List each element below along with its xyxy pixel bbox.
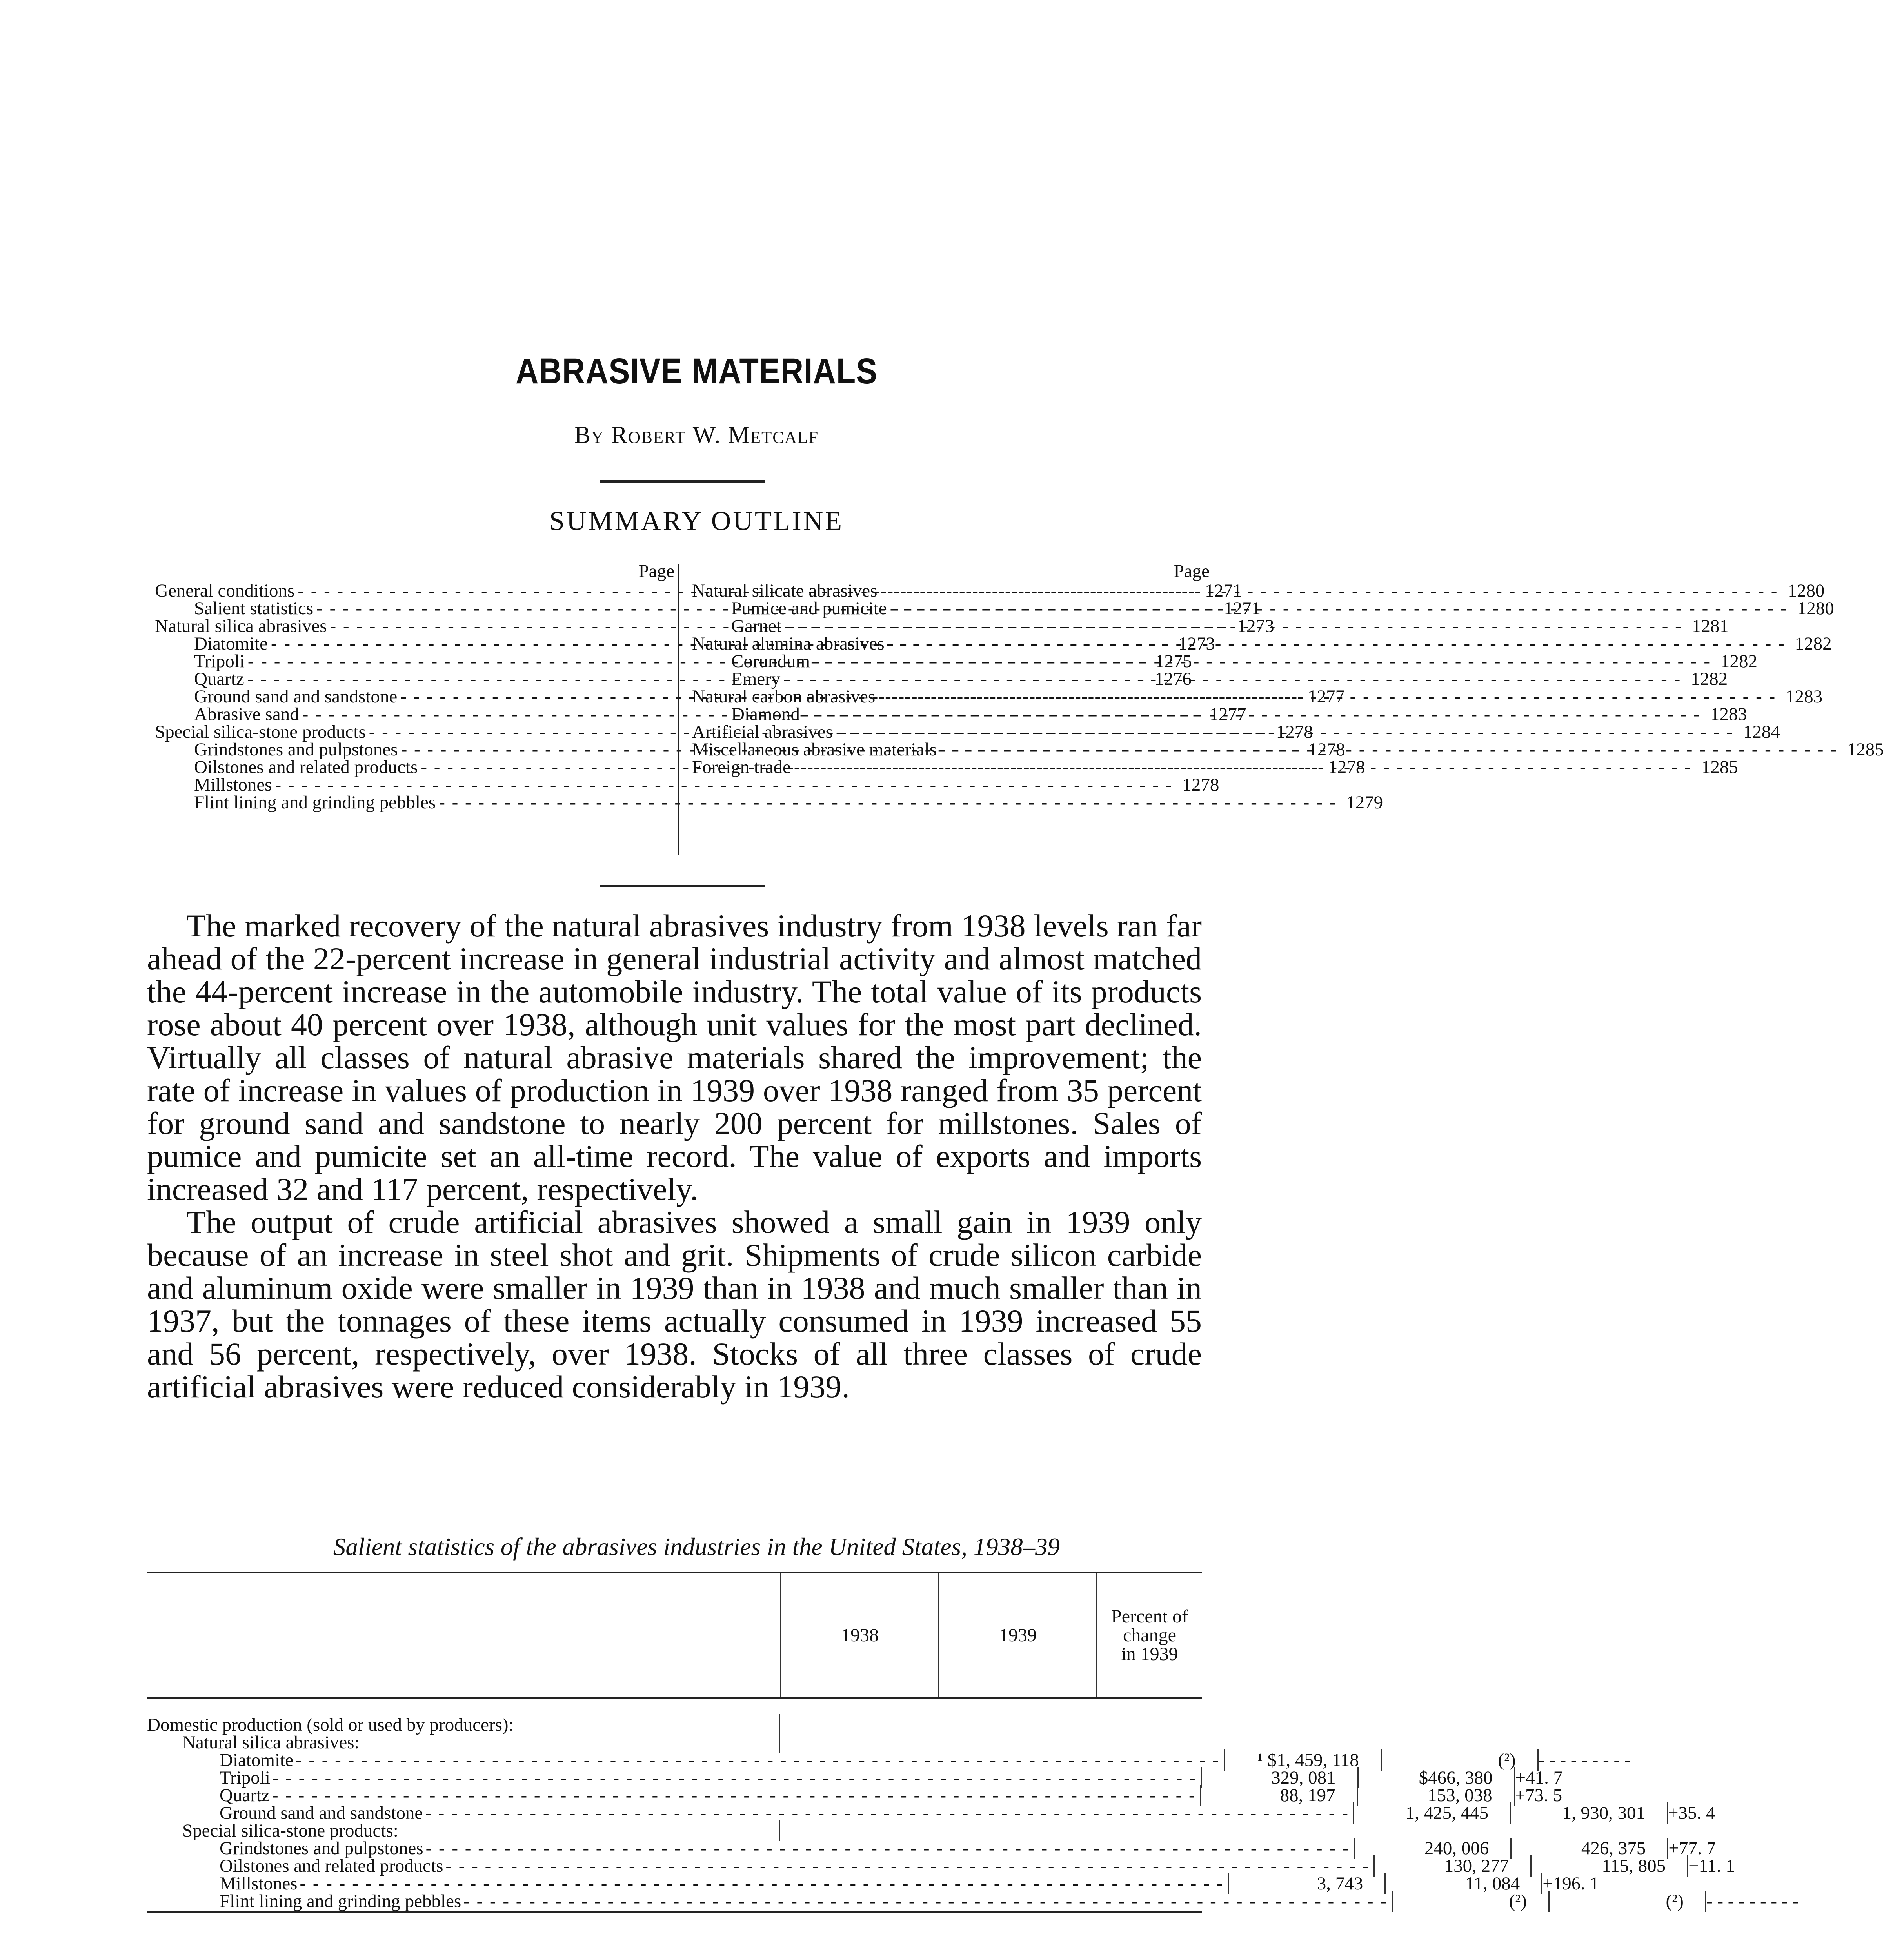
outline-page-label: Page — [638, 561, 674, 581]
header-label-cell — [147, 1573, 781, 1697]
outline-entry-label: Natural silica abrasives — [155, 616, 327, 636]
row-label: Grindstones and pulpstones — [220, 1838, 423, 1858]
table-row — [147, 1855, 1735, 1876]
outline-entry-label: Diatomite — [194, 633, 268, 654]
outline-entry-label: Abrasive sand — [194, 704, 299, 724]
value-1939: 11, 084 — [1386, 1873, 1542, 1894]
outline-entry-label: Natural alumina abrasives — [692, 633, 885, 654]
body-text — [147, 909, 1202, 1403]
row-label: Flint lining and grinding pebbles — [220, 1891, 461, 1911]
summary-outline-heading: SUMMARY OUTLINE — [549, 506, 844, 536]
author-byline: By Robert W. Metcalf — [574, 422, 819, 448]
outline-entry-page: 1273 — [1237, 616, 1274, 636]
outline-entry-label: Foreign trade — [692, 757, 791, 777]
header-1938: 1938 — [781, 1573, 939, 1697]
value-1939: 1, 930, 301 — [1511, 1802, 1668, 1824]
outline-entry — [692, 669, 1728, 689]
value-1938: 88, 197 — [1201, 1785, 1358, 1806]
outline-entry-page: 1284 — [1743, 722, 1780, 742]
row-label: Tripoli — [220, 1768, 270, 1788]
outline-entry-page: 1278 — [1182, 775, 1219, 795]
header-percent-line: in 1939 — [1121, 1643, 1178, 1664]
header-percent-line: Percent of — [1111, 1606, 1188, 1627]
outline-entry-page: 1277 — [1209, 704, 1246, 724]
outline-entry — [155, 775, 1219, 795]
leader-dots — [878, 688, 1776, 706]
table-row — [147, 1749, 1631, 1770]
header-1939: 1939 — [939, 1573, 1097, 1697]
outline-entry-page: 1285 — [1701, 757, 1738, 777]
percent-change: +196. 1 — [1542, 1873, 1599, 1894]
value-1939: 426, 375 — [1512, 1838, 1668, 1859]
outline-entry-label: Millstones — [194, 775, 272, 795]
outline-entry-page: 1285 — [1847, 739, 1884, 760]
outline-entry-label: Emery — [731, 669, 781, 689]
outline-entry-page: 1283 — [1710, 704, 1747, 724]
title-divider — [600, 480, 765, 483]
row-label: Ground sand and sandstone — [220, 1803, 423, 1823]
header-percent-change — [1097, 1573, 1202, 1697]
outline-entry-page: 1277 — [1308, 686, 1345, 707]
table-row — [147, 1802, 1715, 1823]
outline-entry-page: 1273 — [1178, 633, 1215, 654]
outline-entry-page: 1282 — [1795, 633, 1832, 654]
row-label: Domestic production (sold or used by producers): — [147, 1715, 514, 1735]
body-paragraph: The output of crude artificial abrasives showed a small gain in 1939 only because of an increase in steel shot and grit. Shipments of crude silicon carbide and aluminum oxide were smaller in 1939 than in 1938 and much smaller than in 1937, but the tonnages of these items actually consumed in 1939 increased 55 and 56 percent, respectively, over 1938. Stocks of all three classes of crude artificial abrasives were reduced considerably in 1939. — [147, 1204, 1202, 1405]
percent-change: +73. 5 — [1515, 1785, 1562, 1806]
value-1939: (²) — [1550, 1891, 1706, 1912]
outline-entry-label: Garnet — [731, 616, 781, 636]
outline-entry-page: 1279 — [1346, 792, 1383, 813]
outline-entry-label: Natural silicate abrasives — [692, 581, 878, 601]
outline-entry — [155, 792, 1383, 813]
outline-page-label: Page — [1174, 561, 1210, 581]
value-1938: 329, 081 — [1202, 1767, 1359, 1788]
row-label-cell — [147, 1891, 1393, 1912]
outline-entry-page: 1276 — [1154, 669, 1192, 689]
leader-dots — [783, 670, 1681, 688]
outline-entry-label: Corundum — [731, 651, 810, 671]
outline-entry-page: 1280 — [1797, 598, 1834, 619]
value-1938: 1, 425, 445 — [1354, 1802, 1511, 1824]
header-percent-line: change — [1123, 1624, 1176, 1646]
value-1938: ¹ $1, 459, 118 — [1225, 1749, 1382, 1771]
document-title: ABRASIVE MATERIALS — [516, 351, 878, 391]
outline-entry — [692, 633, 1832, 654]
table-row — [147, 1891, 1799, 1911]
outline-entry-page: 1278 — [1276, 722, 1313, 742]
table-row — [147, 1785, 1562, 1806]
outline-entry-label: Miscellaneous abrasive materials — [692, 739, 937, 760]
outline-divider — [600, 885, 765, 887]
outline-entry-label: Ground sand and sandstone — [194, 686, 398, 707]
leader-dots — [888, 635, 1786, 653]
outline-entry-page: 1283 — [1786, 686, 1823, 707]
value-1939: 115, 805 — [1532, 1855, 1688, 1877]
leader-dots — [813, 653, 1711, 670]
outline-entry-label: General conditions — [155, 581, 295, 601]
row-label: Natural silica abrasives: — [182, 1732, 360, 1753]
outline-entry-page: 1281 — [1691, 616, 1729, 636]
row-label: Quartz — [220, 1785, 270, 1806]
table-row — [147, 1732, 1202, 1753]
table-row — [147, 1838, 1716, 1858]
outline-entry-page: 1278 — [1308, 739, 1345, 760]
table-caption: Salient statistics of the abrasives industries in the United States, 1938–39 — [333, 1533, 1060, 1561]
outline-entry-page: 1278 — [1328, 757, 1365, 777]
outline-entry-page: 1282 — [1720, 651, 1758, 671]
leader-dots — [880, 582, 1778, 600]
value-1938: 240, 006 — [1355, 1838, 1512, 1859]
leader-dots — [794, 759, 1692, 776]
outline-entry-label: Flint lining and grinding pebbles — [194, 792, 436, 813]
percent-change: +77. 7 — [1668, 1838, 1716, 1858]
leader-dots — [439, 794, 1337, 811]
table-row — [147, 1767, 1563, 1788]
outline-entry — [692, 651, 1758, 671]
outline-entry-label: Salient statistics — [194, 598, 314, 619]
outline-entry-label: Diamond — [731, 704, 800, 724]
outline-entry-page: 1282 — [1691, 669, 1728, 689]
table-body — [147, 1699, 1799, 1911]
outline-entry-page: 1280 — [1788, 581, 1825, 601]
percent-change: - - - - - - - - - — [1706, 1891, 1799, 1911]
outline-entry-label: Artificial abrasives — [692, 722, 833, 742]
table-row — [147, 1714, 1202, 1735]
leader-dots — [940, 741, 1838, 759]
body-paragraph: The marked recovery of the natural abrasives industry from 1938 levels ran far ahead of the 22-percent increase in general industrial activity and almost matched the 44-percent increase in the automobile industry. The total value of its products rose about 40 percent over 1938, although unit values for the most part declined. Virtually all classes of natural abrasive materials shared the improvement; the rate of increase in values of production in 1939 over 1938 ranged from 35 percent for ground sand and sandstone to nearly 200 percent for millstones. Sales of pumice and pumicite set an all-time record. The value of exports and imports increased 32 and 117 percent, respectively. — [147, 908, 1202, 1207]
outline-entry-label: Natural carbon abrasives — [692, 686, 876, 707]
outline-entry-label: Tripoli — [194, 651, 245, 671]
leader-dots — [785, 617, 1682, 635]
outline-entry-page: 1271 — [1224, 598, 1261, 619]
outline-entry-label: Quartz — [194, 669, 244, 689]
outline-entry-label: Special silica-stone products — [155, 722, 366, 742]
percent-change: +35. 4 — [1668, 1803, 1715, 1823]
outline-entry-label: Pumice and pumicite — [731, 598, 887, 619]
leader-dots — [463, 1891, 1388, 1912]
outline-entry-label: Oilstones and related products — [194, 757, 418, 777]
value-1938: 3, 743 — [1229, 1873, 1386, 1894]
salient-statistics-table — [147, 1572, 1799, 1913]
leader-dots — [803, 706, 1701, 723]
table-row — [147, 1873, 1599, 1894]
outline-entry-page: 1275 — [1155, 651, 1192, 671]
leader-dots — [836, 723, 1734, 741]
row-label: Diatomite — [220, 1750, 293, 1770]
value-1939: (²) — [1382, 1749, 1539, 1771]
value-1938: 130, 277 — [1375, 1855, 1532, 1877]
value-1938: (²) — [1393, 1891, 1550, 1912]
row-label: Millstones — [220, 1873, 298, 1894]
outline-entry-label: Grindstones and pulpstones — [194, 739, 398, 760]
table-header — [147, 1573, 1202, 1699]
row-label: Special silica-stone products: — [182, 1820, 398, 1841]
value-1939: $466, 380 — [1359, 1767, 1515, 1788]
percent-change: +41. 7 — [1515, 1768, 1563, 1788]
percent-change: −11. 1 — [1688, 1856, 1735, 1876]
leader-dots — [275, 776, 1173, 794]
leader-dots — [890, 600, 1788, 617]
outline-column-divider — [678, 564, 679, 855]
percent-change: - - - - - - - - - — [1538, 1750, 1631, 1770]
outline-entry-page: 1271 — [1205, 581, 1242, 601]
value-1939: 153, 038 — [1358, 1785, 1515, 1806]
row-label: Oilstones and related products — [220, 1856, 443, 1876]
